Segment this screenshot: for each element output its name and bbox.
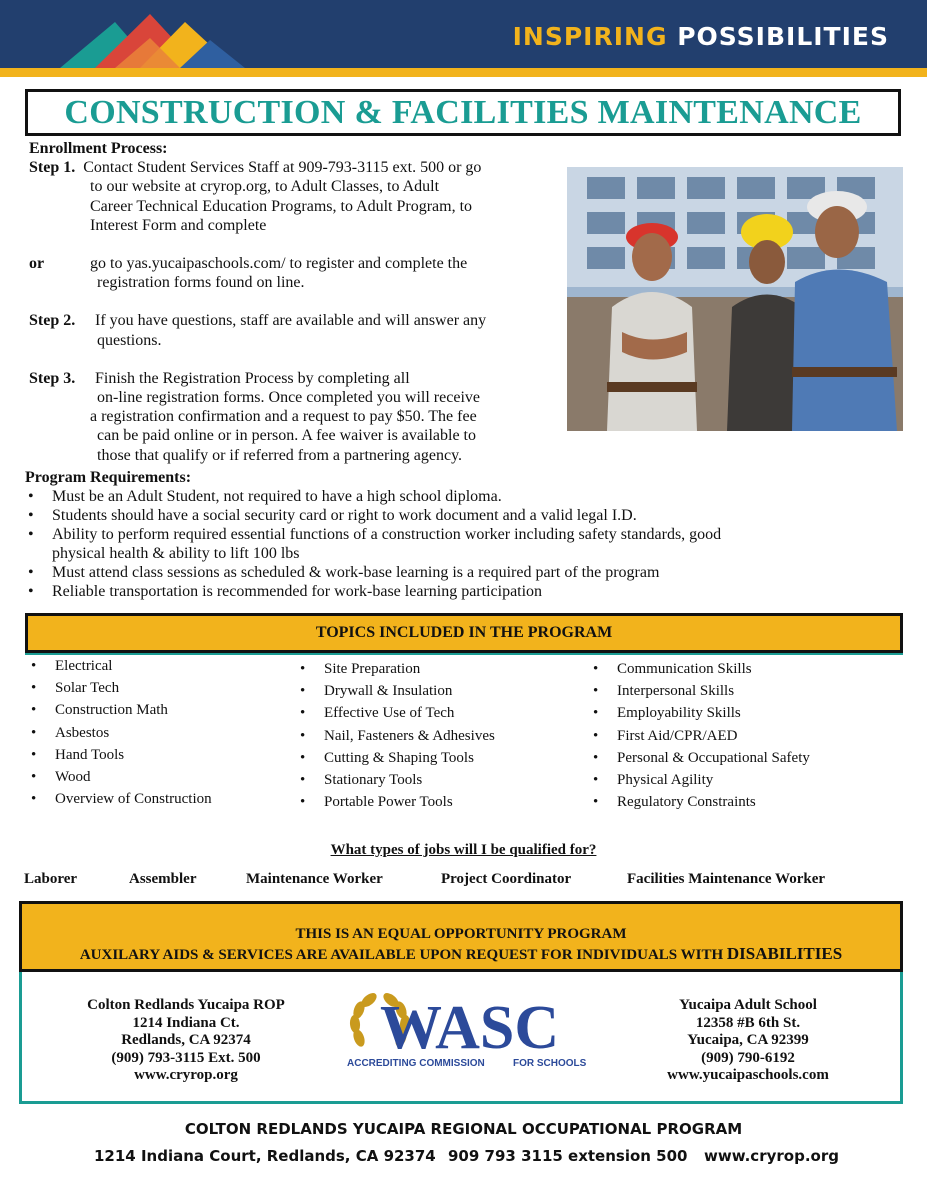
phone: (909) 790-6192 xyxy=(701,1049,795,1066)
eo-disabilities: DISABILITIES xyxy=(726,944,843,963)
requirements-list xyxy=(25,487,905,601)
program-requirements xyxy=(25,468,905,601)
list-item: • Hand Tools xyxy=(29,744,212,766)
eo-line-2-text: AUXILARY AIDS & SERVICES ARE AVAILABLE UPON REQUEST FOR INDIVIDUALS WITH xyxy=(79,947,724,963)
tagline xyxy=(513,22,889,51)
tagline-possibilities: POSSIBILITIES xyxy=(677,22,889,51)
step-3-line: on-line registration forms. Once completed you will receive xyxy=(97,389,480,407)
or-line: go to yas.yucaipaschools.com/ to register and complete the xyxy=(90,255,468,273)
list-item: • Must be an Adult Student, not required to have a high school diploma. xyxy=(25,487,905,506)
mountain-logo-icon xyxy=(60,0,260,68)
step-3-line: those that qualify or if referred from a partnering agency. xyxy=(97,446,463,464)
header-banner xyxy=(0,0,927,68)
footer-phone: 909 793 3115 extension 500 xyxy=(448,1147,688,1165)
list-item: • Overview of Construction xyxy=(29,788,212,810)
or-label: or xyxy=(29,255,45,273)
step-1-line: Career Technical Education Programs, to Adult Program, to xyxy=(90,197,473,215)
step-2-line: If you have questions, staff are available and will answer any xyxy=(95,312,487,330)
wasc-sub-1: ACCREDITING COMMISSION xyxy=(347,1058,485,1069)
city: Yucaipa, CA 92399 xyxy=(687,1032,809,1049)
website: www.cryrop.org xyxy=(134,1067,238,1084)
list-item: • Must attend class sessions as scheduled & work-base learning is a required part of the program xyxy=(25,563,905,582)
requirement-line: physical health & ability to lift 100 lbs xyxy=(52,545,300,562)
list-item: • Regulatory Constraints xyxy=(591,791,810,813)
job-title: Assembler xyxy=(129,871,197,887)
step-3-line: a registration confirmation and a request to pay $50. The fee xyxy=(90,408,477,426)
title-box xyxy=(25,89,901,136)
website: www.yucaipaschools.com xyxy=(667,1067,829,1084)
street: 12358 #B 6th St. xyxy=(695,1014,801,1031)
or-line: registration forms found on line. xyxy=(97,274,305,292)
list-item: • Wood xyxy=(29,766,212,788)
enrollment-heading: Enrollment Process: xyxy=(29,140,168,157)
list-item: • Cutting & Shaping Tools xyxy=(298,747,495,769)
step-3-line: can be paid online or in person. A fee waiver is available to xyxy=(97,427,476,445)
list-item: • Personal & Occupational Safety xyxy=(591,747,810,769)
list-item: • Reliable transportation is recommended for work-base learning participation xyxy=(25,582,905,601)
footer-address: 1214 Indiana Court, Redlands, CA 92374 xyxy=(94,1147,436,1165)
list-item: • Site Preparation xyxy=(298,658,495,680)
list-item: • Students should have a social security card or right to work document and a valid legal I.D. xyxy=(25,506,905,525)
step-3 xyxy=(29,369,559,465)
phone: (909) 793-3115 Ext. 500 xyxy=(111,1049,261,1066)
street: 1214 Indiana Ct. xyxy=(132,1014,240,1031)
banner-stripe xyxy=(0,68,927,77)
address-left xyxy=(66,997,306,1085)
list-item: • Physical Agility xyxy=(591,769,810,791)
or-option xyxy=(29,254,559,292)
topics-column-3 xyxy=(591,658,810,813)
step-2-label: Step 2. xyxy=(29,312,76,330)
list-item: • Effective Use of Tech xyxy=(298,702,495,724)
job-title: Project Coordinator xyxy=(441,871,572,887)
requirement-line: Ability to perform required essential functions of a construction worker including safety standards, good xyxy=(52,526,722,543)
topics-column-1 xyxy=(29,655,212,810)
footer-org: COLTON REDLANDS YUCAIPA REGIONAL OCCUPATIONAL PROGRAM xyxy=(184,1120,743,1138)
requirements-heading: Program Requirements: xyxy=(25,469,192,486)
list-item: • Construction Math xyxy=(29,699,212,721)
job-title: Facilities Maintenance Worker xyxy=(627,871,826,887)
equal-opportunity-box xyxy=(19,901,903,972)
eo-line-1: THIS IS AN EQUAL OPPORTUNITY PROGRAM xyxy=(295,926,627,942)
eo-line-2 xyxy=(22,944,900,965)
org-name: Colton Redlands Yucaipa ROP xyxy=(87,997,285,1013)
step-2-line: questions. xyxy=(97,331,162,349)
step-1-label: Step 1. xyxy=(29,159,76,177)
list-item: • Employability Skills xyxy=(591,702,810,724)
topics-column-2 xyxy=(298,658,495,813)
list-item: • Drywall & Insulation xyxy=(298,680,495,702)
wasc-sub-2: FOR SCHOOLS xyxy=(513,1058,587,1069)
list-item: • Portable Power Tools xyxy=(298,791,495,813)
list-item: • Asbestos xyxy=(29,722,212,744)
list-item: • Stationary Tools xyxy=(298,769,495,791)
step-1 xyxy=(29,158,559,235)
step-1-line: to our website at cryrop.org, to Adult Classes, to Adult xyxy=(90,178,440,196)
list-item: • Electrical xyxy=(29,655,212,677)
construction-workers-photo xyxy=(567,167,903,431)
city: Redlands, CA 92374 xyxy=(121,1032,251,1049)
wasc-wordmark: WASC xyxy=(380,994,560,1062)
step-3-label: Step 3. xyxy=(29,369,76,387)
step-1-line: Interest Form and complete xyxy=(90,216,267,234)
list-item: • First Aid/CPR/AED xyxy=(591,725,810,747)
jobs-question: What types of jobs will I be qualified for? xyxy=(330,842,597,858)
step-3-line: Finish the Registration Process by completing all xyxy=(95,369,410,387)
tagline-inspiring: INSPIRING xyxy=(512,22,668,51)
list-item: • Communication Skills xyxy=(591,658,810,680)
org-name: Yucaipa Adult School xyxy=(679,997,817,1013)
enrollment-section xyxy=(29,139,559,465)
footer-website: www.cryrop.org xyxy=(704,1147,839,1165)
list-item: • Interpersonal Skills xyxy=(591,680,810,702)
step-1-line: Contact Student Services Staff at 909-793-3115 ext. 500 or go xyxy=(83,159,482,177)
step-2 xyxy=(29,311,559,349)
wasc-logo xyxy=(345,990,591,1070)
page-title: CONSTRUCTION & FACILITIES MAINTENANCE xyxy=(64,93,862,131)
list-item: • Solar Tech xyxy=(29,677,212,699)
job-title: Laborer xyxy=(24,871,78,887)
list-item xyxy=(25,525,905,563)
list-item: • Nail, Fasteners & Adhesives xyxy=(298,725,495,747)
address-right xyxy=(628,997,868,1085)
topics-heading: TOPICS INCLUDED IN THE PROGRAM xyxy=(25,613,903,653)
job-title: Maintenance Worker xyxy=(246,871,383,887)
